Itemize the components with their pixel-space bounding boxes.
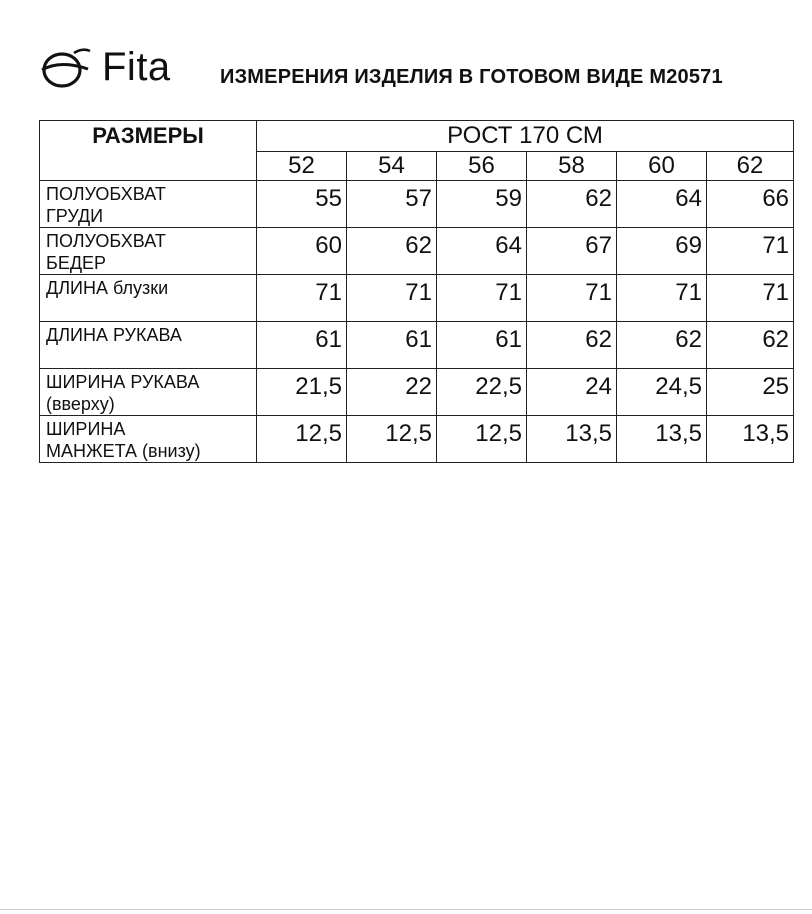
measurement-label-line: ШИРИНА РУКАВА [46,372,200,392]
measurement-label-line: ПОЛУОБХВАТ [46,231,166,251]
measurement-value: 71 [257,275,347,322]
measurement-value: 61 [347,322,437,369]
measurement-value: 13,5 [707,416,794,463]
measurement-label [40,181,257,228]
table-row [40,416,794,463]
measurement-label-line: ДЛИНА РУКАВА [46,325,182,345]
measurement-value: 71 [437,275,527,322]
measurement-value: 22,5 [437,369,527,416]
measurement-value: 12,5 [347,416,437,463]
brand-name: Fita [102,45,171,89]
measurement-value: 21,5 [257,369,347,416]
measurement-value: 71 [707,228,794,275]
bottom-divider [0,909,812,910]
size-header: 60 [617,152,707,181]
measurement-value: 71 [617,275,707,322]
measurement-label-line: ГРУДИ [46,206,104,226]
measurement-value: 66 [707,181,794,228]
table-row [40,322,794,369]
fita-logo-icon [40,45,92,89]
document-title: ИЗМЕРЕНИЯ ИЗДЕЛИЯ В ГОТОВОМ ВИДЕ М20571 [220,66,723,88]
measurement-value: 71 [347,275,437,322]
measurement-value: 12,5 [437,416,527,463]
measurement-label-line: МАНЖЕТА (внизу) [46,441,201,461]
brand-logo [40,44,171,90]
measurement-value: 62 [527,322,617,369]
measurement-value: 12,5 [257,416,347,463]
size-table [39,120,794,463]
measurement-value: 69 [617,228,707,275]
size-header: 54 [347,152,437,181]
measurement-value: 64 [437,228,527,275]
measurement-label-line: ДЛИНА блузки [46,278,169,298]
measurement-value: 59 [437,181,527,228]
measurement-value: 24 [527,369,617,416]
measurement-label [40,275,257,322]
measurement-value: 61 [257,322,347,369]
measurement-label [40,228,257,275]
measurement-value: 24,5 [617,369,707,416]
header-sizes-label: РАЗМЕРЫ [40,121,257,181]
measurement-value: 62 [527,181,617,228]
header-height: РОСТ 170 СМ [257,121,794,152]
measurement-value: 67 [527,228,617,275]
table-row [40,369,794,416]
measurement-label-line: БЕДЕР [46,253,107,273]
size-header: 62 [707,152,794,181]
measurement-label-line: ПОЛУОБХВАТ [46,184,166,204]
measurement-label [40,322,257,369]
measurement-value: 13,5 [617,416,707,463]
measurement-value: 62 [707,322,794,369]
measurement-value: 71 [527,275,617,322]
measurement-label-line: ШИРИНА [46,419,126,439]
table-row [40,275,794,322]
measurement-value: 55 [257,181,347,228]
measurement-value: 25 [707,369,794,416]
measurement-value: 61 [437,322,527,369]
measurement-value: 62 [617,322,707,369]
measurement-value: 60 [257,228,347,275]
table-row [40,181,794,228]
measurement-label [40,416,257,463]
size-header: 52 [257,152,347,181]
measurement-value: 22 [347,369,437,416]
size-header: 58 [527,152,617,181]
measurement-label-line: (вверху) [46,394,115,414]
table-row [40,228,794,275]
measurement-value: 57 [347,181,437,228]
size-header: 56 [437,152,527,181]
measurement-label [40,369,257,416]
measurement-value: 64 [617,181,707,228]
measurement-value: 71 [707,275,794,322]
measurement-value: 13,5 [527,416,617,463]
measurement-value: 62 [347,228,437,275]
